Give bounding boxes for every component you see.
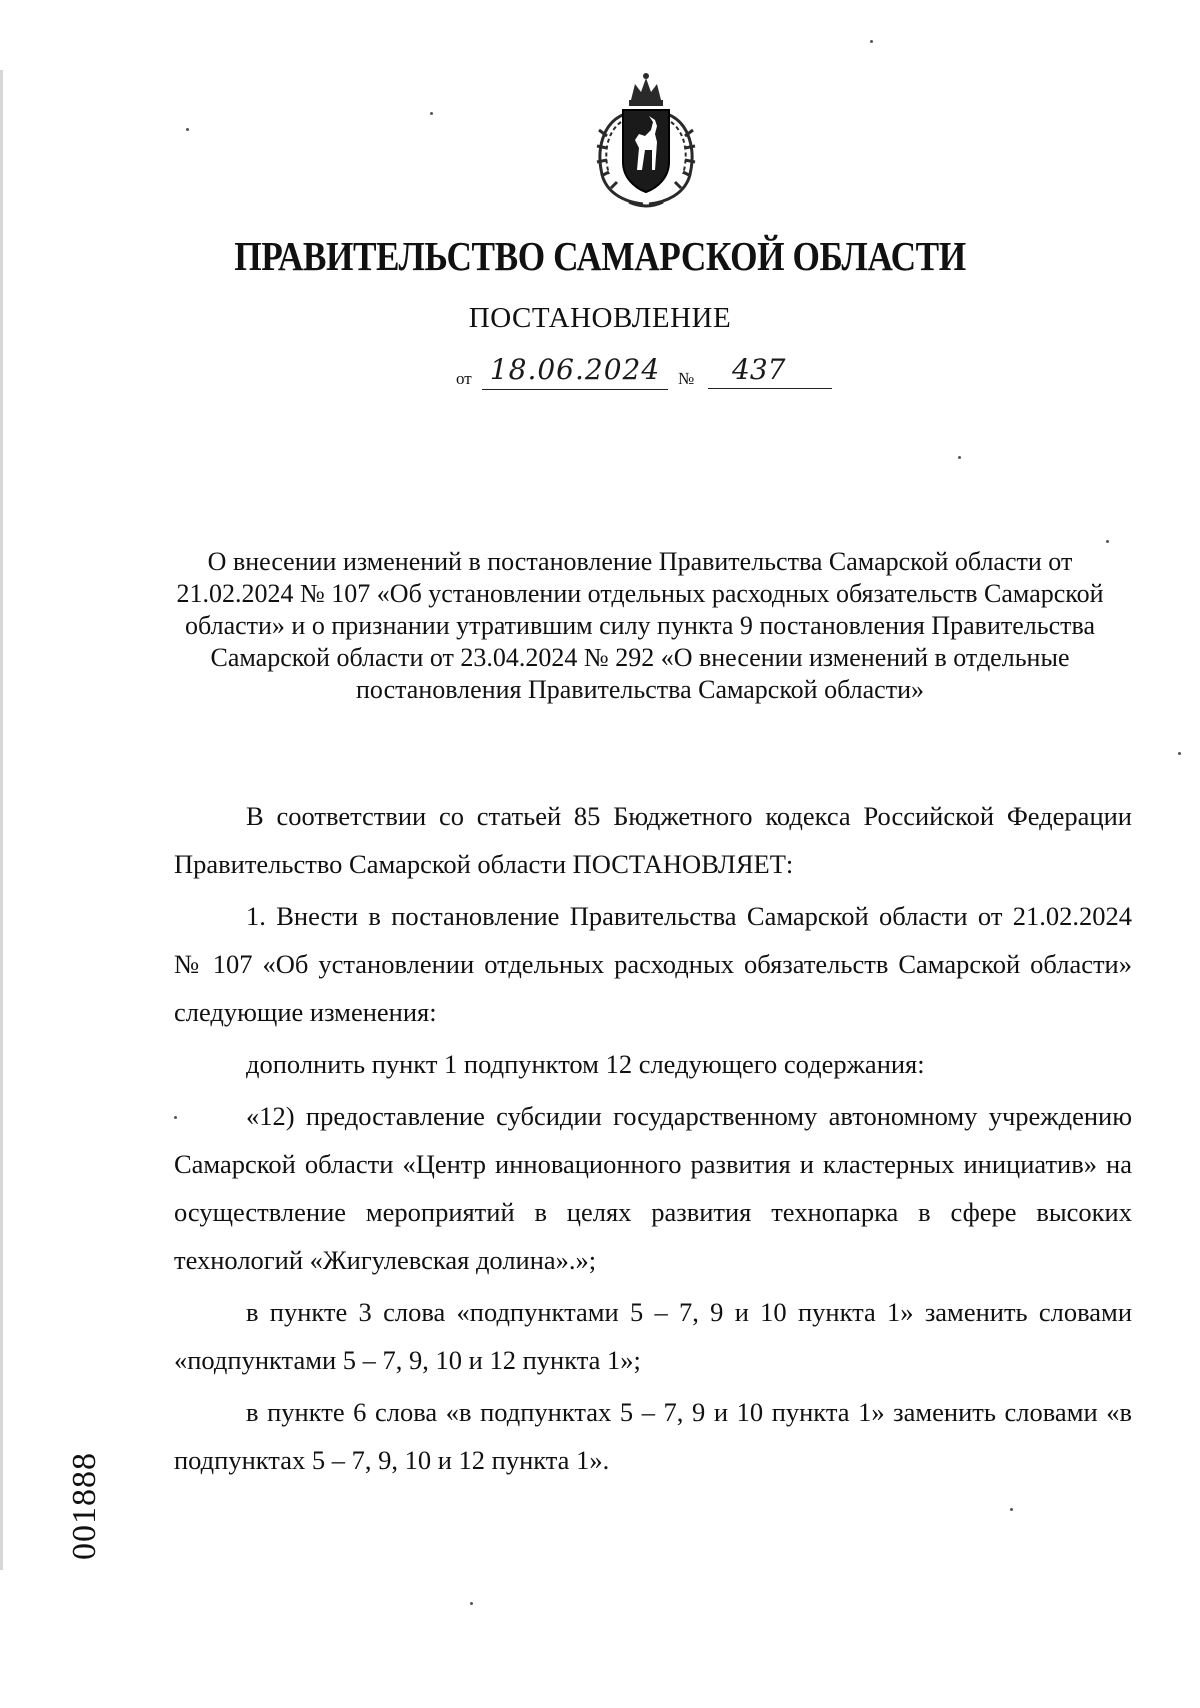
scan-speck (186, 128, 189, 131)
government-title: ПРАВИТЕЛЬСТВО САМАРСКОЙ ОБЛАСТИ (234, 233, 966, 279)
scan-speck (870, 40, 873, 43)
paragraph: 1. Внести в постановление Правительства Самарской области от 21.02.2024 № 107 «Об установлении отдельных расходных обязательств Самарской области» следующие изменения: (174, 901, 1132, 1027)
scan-speck (1178, 752, 1181, 755)
document-type: ПОСТАНОВЛЕНИЕ (468, 302, 732, 334)
handwritten-date: 18.06.2024 (482, 355, 668, 390)
handwritten-number: 437 (708, 355, 832, 389)
scan-speck (430, 112, 433, 115)
number-sign: № (678, 369, 695, 388)
paragraph: в пункте 6 слова «в подпунктах 5 – 7, 9 и 10 пункта 1» заменить словами «в подпунктах 5 – 7, 9, 10 и 12 пункта 1». (174, 1397, 1132, 1475)
paragraph: «12) предоставление субсидии государственному автономному учреждению Самарской области «Центр инновационного развития и кластерных инициатив» на осуществление мероприятий в целях развития технопарка в сфере высоких технологий «Жигулевская долина».»; (174, 1101, 1132, 1275)
scan-speck (174, 1116, 177, 1119)
date-prefix: от (456, 369, 472, 388)
paragraph: в пункте 3 слова «подпунктами 5 – 7, 9 и 10 пункта 1» заменить словами «подпунктами 5 – 7, 9, 10 и 12 пункта 1»; (174, 1297, 1132, 1375)
samara-coat-of-arms-icon (585, 70, 707, 210)
paragraph: В соответствии со статьей 85 Бюджетного кодекса Российской Федерации Правительство Самарской области ПОСТАНОВЛЯЕТ: (174, 801, 1132, 879)
document-body (174, 792, 1132, 1484)
scan-speck (1106, 540, 1109, 543)
side-registration-number: 001888 (66, 1452, 103, 1560)
scan-speck (470, 1602, 473, 1605)
date-number-line (456, 355, 846, 395)
paragraph: дополнить пункт 1 подпунктом 12 следующего содержания: (246, 1049, 925, 1079)
scan-speck (958, 456, 961, 459)
scan-edge (0, 70, 3, 1570)
document-heading: О внесении изменений в постановление Правительства Самарской области от 21.02.2024 № 107 «Об установлении отдельных расходных обязательств Самарской области» и о признании утратившим силу пункта 9 постановления Правительства Самарской области от 23.04.2024 № 292 «О внесении изменений в отдельные постановления Правительства Самарской области» (176, 547, 1104, 704)
scan-speck (1010, 1508, 1013, 1511)
